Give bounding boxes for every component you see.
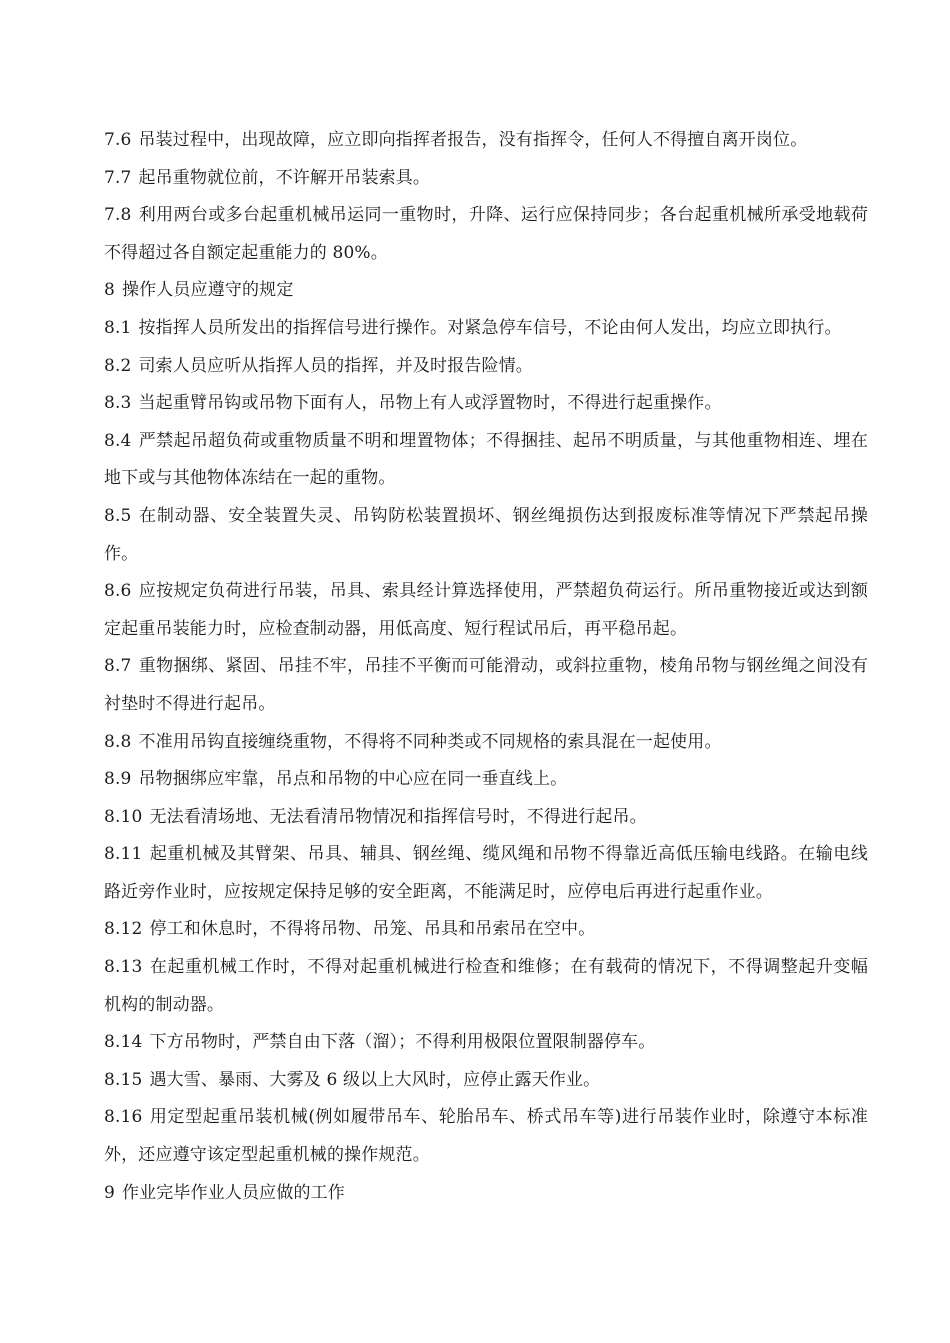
clause-text: 应按规定负荷进行吊装，吊具、索具经计算选择使用，严禁超负荷运行。所吊重物接近或达到额定起重吊装能力时，应检查制动器，用低高度、短行程试吊后，再平稳吊起。: [104, 581, 868, 639]
paragraph-8-15: [104, 1062, 868, 1100]
clause-text: 按指挥人员所发出的指挥信号进行操作。对紧急停车信号，不论由何人发出，均应立即执行。: [138, 317, 842, 338]
clause-text: 吊物捆绑应牢靠，吊点和吊物的中心应在同一垂直线上。: [138, 769, 568, 790]
paragraph-8-10: [104, 799, 868, 837]
clause-number: 7.6: [104, 130, 132, 150]
section-number: 9: [104, 1182, 115, 1203]
clause-number: 8.7: [104, 656, 132, 677]
clause-number: 8.8: [104, 731, 132, 752]
clause-text: 当起重臂吊钩或吊物下面有人，吊物上有人或浮置物时，不得进行起重操作。: [138, 393, 722, 414]
paragraph-8-3: [104, 385, 868, 423]
paragraph-8-6: [104, 573, 868, 648]
paragraph-8-1: [104, 310, 868, 348]
clause-text: 遇大雪、暴雨、大雾及 6 级以上大风时，应停止露天作业。: [149, 1069, 601, 1090]
clause-text: 不准用吊钩直接缠绕重物，不得将不同种类或不同规格的索具混在一起使用。: [138, 731, 722, 752]
paragraph-8-2: [104, 348, 868, 386]
clause-text: 用定型起重吊装机械(例如履带吊车、轮胎吊车、桥式吊车等)进行吊装作业时，除遵守本标准外，还应遵守该定型起重机械的操作规范。: [104, 1107, 868, 1166]
clause-number: 8.11: [104, 844, 143, 865]
clause-text: 在制动器、安全装置失灵、吊钩防松装置损坏、钢丝绳损伤达到报废标准等情况下严禁起吊操作。: [104, 505, 868, 564]
section-number: 8: [104, 280, 115, 301]
clause-text: 司索人员应听从指挥人员的指挥，并及时报告险情。: [138, 355, 533, 376]
clause-text: 重物捆绑、紧固、吊挂不牢，吊挂不平衡而可能滑动，或斜拉重物，棱角吊物与钢丝绳之间没有衬垫时不得进行起吊。: [104, 656, 868, 714]
document-body: [104, 122, 868, 1212]
paragraph-8-14: [104, 1024, 868, 1062]
paragraph-8-13: [104, 949, 868, 1024]
clause-number: 8.1: [104, 317, 132, 338]
clause-number: 8.9: [104, 769, 132, 790]
paragraph-7-8: [104, 197, 868, 272]
clause-text: 严禁起吊超负荷或重物质量不明和埋置物体；不得捆挂、起吊不明质量，与其他重物相连、埋在地下或与其他物体冻结在一起的重物。: [104, 430, 868, 489]
paragraph-8-12: [104, 911, 868, 949]
clause-number: 8.4: [104, 430, 132, 451]
clause-number: 8.5: [104, 505, 132, 526]
section-heading-8: [104, 272, 868, 310]
paragraph-8-5: [104, 498, 868, 573]
clause-text: 下方吊物时，严禁自由下落（溜）；不得利用极限位置限制器停车。: [149, 1032, 656, 1053]
paragraph-7-6: [104, 122, 868, 160]
clause-text: 起重机械及其臂架、吊具、辅具、钢丝绳、缆风绳和吊物不得靠近高低压输电线路。在输电线路近旁作业时，应按规定保持足够的安全距离，不能满足时，应停电后再进行起重作业。: [104, 844, 868, 902]
clause-number: 8.6: [104, 581, 132, 602]
section-heading-9: [104, 1175, 868, 1213]
clause-text: 无法看清场地、无法看清吊物情况和指挥信号时，不得进行起吊。: [149, 806, 647, 827]
paragraph-8-16: [104, 1099, 868, 1174]
clause-number: 7.8: [104, 205, 132, 226]
clause-number: 8.2: [104, 355, 132, 376]
clause-text: 起吊重物就位前，不许解开吊装索具。: [138, 167, 431, 188]
clause-text: 在起重机械工作时，不得对起重机械进行检查和维修；在有载荷的情况下，不得调整起升变幅机构的制动器。: [104, 957, 868, 1015]
clause-number: 8.10: [104, 806, 143, 827]
clause-text: 利用两台或多台起重机械吊运同一重物时，升降、运行应保持同步；各台起重机械所承受地载荷不得超过各自额定起重能力的 80%。: [104, 205, 868, 263]
paragraph-8-4: [104, 423, 868, 498]
clause-text: 吊装过程中，出现故障，应立即向指挥者报告，没有指挥令，任何人不得擅自离开岗位。: [138, 130, 808, 150]
clause-number: 8.14: [104, 1032, 143, 1053]
clause-number: 8.15: [104, 1069, 143, 1090]
clause-number: 8.16: [104, 1107, 143, 1128]
clause-text: 停工和休息时，不得将吊物、吊笼、吊具和吊索吊在空中。: [149, 919, 596, 940]
clause-number: 7.7: [104, 167, 132, 188]
clause-number: 8.12: [104, 919, 143, 940]
paragraph-8-7: [104, 648, 868, 723]
paragraph-8-8: [104, 724, 868, 762]
section-title: 操作人员应遵守的规定: [121, 280, 294, 301]
clause-number: 8.13: [104, 957, 143, 978]
paragraph-8-9: [104, 761, 868, 799]
paragraph-8-11: [104, 836, 868, 911]
section-title: 作业完毕作业人员应做的工作: [121, 1182, 345, 1203]
clause-number: 8.3: [104, 393, 132, 414]
paragraph-7-7: [104, 160, 868, 198]
